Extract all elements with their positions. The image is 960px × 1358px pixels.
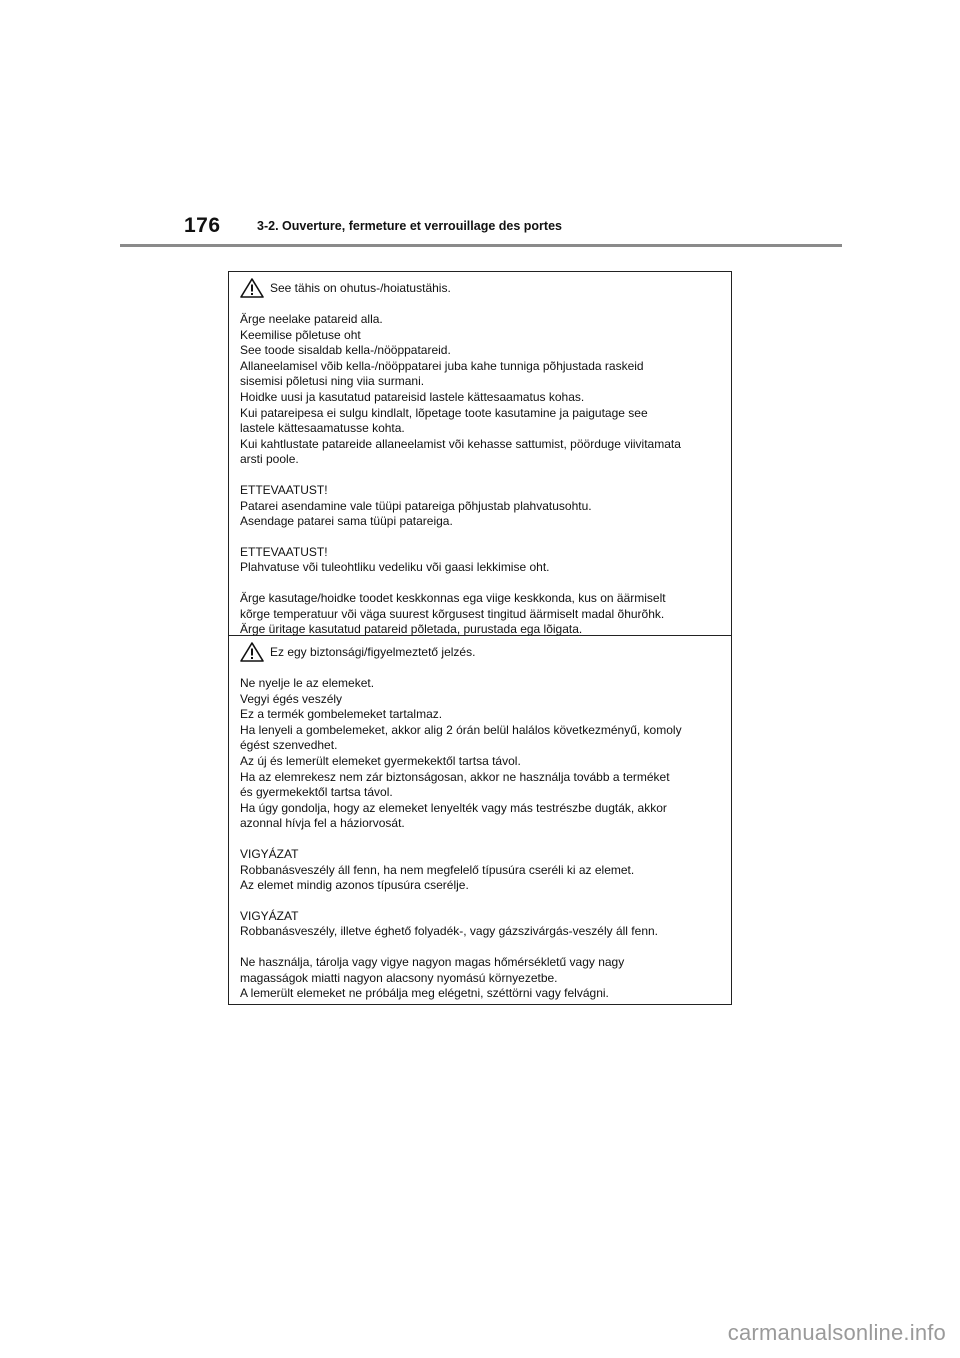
warning-heading <box>240 642 721 662</box>
text-line: Kui kahtlustate patareide allaneelamist või kehasse sattumist, pöörduge viivitamata <box>240 436 681 451</box>
text-block <box>240 909 721 940</box>
text-line: Ez a termék gombelemeket tartalmaz. <box>240 707 443 722</box>
text-line: Ärge neelake patareid alla. <box>240 312 383 326</box>
warning-heading <box>240 278 721 298</box>
hungarian-warning-panel <box>229 635 731 1004</box>
header-rule <box>120 244 842 247</box>
page-number: 176 <box>184 214 221 237</box>
text-line: Allaneelamisel võib kella-/nööppatarei juba kahe tunniga põhjustada raskeid <box>240 358 644 373</box>
text-block <box>240 545 721 576</box>
text-block <box>240 847 721 894</box>
text-line: VIGYÁZAT <box>240 846 299 861</box>
text-line: Az elemet mindig azonos típusúra cserélje. <box>240 878 469 893</box>
text-line: és gyermekektől tartsa távol. <box>240 785 393 800</box>
text-line: ETTEVAATUST! <box>240 482 328 497</box>
text-line: Hoidke uusi ja kasutatud patareisid lastele kättesaamatus kohas. <box>240 389 585 404</box>
text-line: A lemerült elemeket ne próbálja meg elégetni, széttörni vagy felvágni. <box>240 986 609 1001</box>
text-line: Ärge üritage kasutatud patareid põletada, purustada ega lõigata. <box>240 622 583 637</box>
warning-triangle-icon <box>240 278 264 298</box>
text-line: Plahvatuse või tuleohtliku vedeliku või gaasi lekkimise oht. <box>240 560 550 575</box>
text-line: Ne nyelje le az elemeket. <box>240 676 375 690</box>
text-line: ETTEVAATUST! <box>240 544 328 559</box>
text-line: Ha az elemrekesz nem zár biztonságosan, akkor ne használja tovább a terméket <box>240 769 670 784</box>
battery-warning-box <box>228 271 732 1005</box>
text-line: arsti poole. <box>240 452 299 467</box>
text-line: Asendage patarei sama tüüpi patareiga. <box>240 514 453 529</box>
text-block <box>240 955 721 1002</box>
text-block <box>240 591 721 638</box>
text-block <box>240 676 721 832</box>
text-line: Ha úgy gondolja, hogy az elemeket lenyelték vagy más testrészbe dugták, akkor <box>240 800 667 815</box>
text-line: sisemisi põletusi ning viia surmani. <box>240 374 425 389</box>
text-line: See toode sisaldab kella-/nööppatareid. <box>240 343 451 358</box>
text-line: égést szenvedhet. <box>240 738 338 753</box>
text-line: Keemilise põletuse oht <box>240 327 361 342</box>
text-line: Kui patareipesa ei sulgu kindlalt, lõpetage toote kasutamine ja paigutage see <box>240 405 648 420</box>
text-line: Ärge kasutage/hoidke toodet keskkonnas ega viige keskkonda, kus on äärmiselt <box>240 590 666 605</box>
text-line: lastele kättesaamatusse kohta. <box>240 421 405 436</box>
text-block <box>240 483 721 530</box>
estonian-warning-panel <box>229 272 731 635</box>
text-line: kõrge temperatuur või väga suurest kõrgusest tingitud äärmiselt madal õhurõhk. <box>240 606 665 621</box>
text-line: azonnal hívja fel a háziorvosát. <box>240 816 405 831</box>
text-line: Az új és lemerült elemeket gyermekektől tartsa távol. <box>240 753 521 768</box>
text-line: Robbanásveszély, illetve éghető folyadék-, vagy gázszivárgás-veszély áll fenn. <box>240 924 658 939</box>
text-line: Ne használja, tárolja vagy vigye nagyon magas hőmérsékletű vagy nagy <box>240 954 625 969</box>
warning-label: See tähis on ohutus-/hoiatustähis. <box>270 281 451 295</box>
text-line: Patarei asendamine vale tüüpi patareiga põhjustab plahvatusohtu. <box>240 498 592 513</box>
text-line: VIGYÁZAT <box>240 908 299 923</box>
page-header <box>0 0 960 250</box>
warning-triangle-icon <box>240 642 264 662</box>
text-block <box>240 312 721 468</box>
section-title: 3-2. Ouverture, fermeture et verrouillage des portes <box>257 219 562 233</box>
warning-label: Ez egy biztonsági/figyelmeztető jelzés. <box>270 645 476 659</box>
text-line: magasságok miatti nagyon alacsony nyomású környezetbe. <box>240 970 558 985</box>
site-watermark: carmanualsonline.info <box>727 1320 946 1345</box>
text-line: Robbanásveszély áll fenn, ha nem megfelelő típusúra cseréli ki az elemet. <box>240 862 635 877</box>
text-line: Ha lenyeli a gombelemeket, akkor alig 2 órán belül halálos következményű, komoly <box>240 722 682 737</box>
text-line: Vegyi égés veszély <box>240 691 343 706</box>
